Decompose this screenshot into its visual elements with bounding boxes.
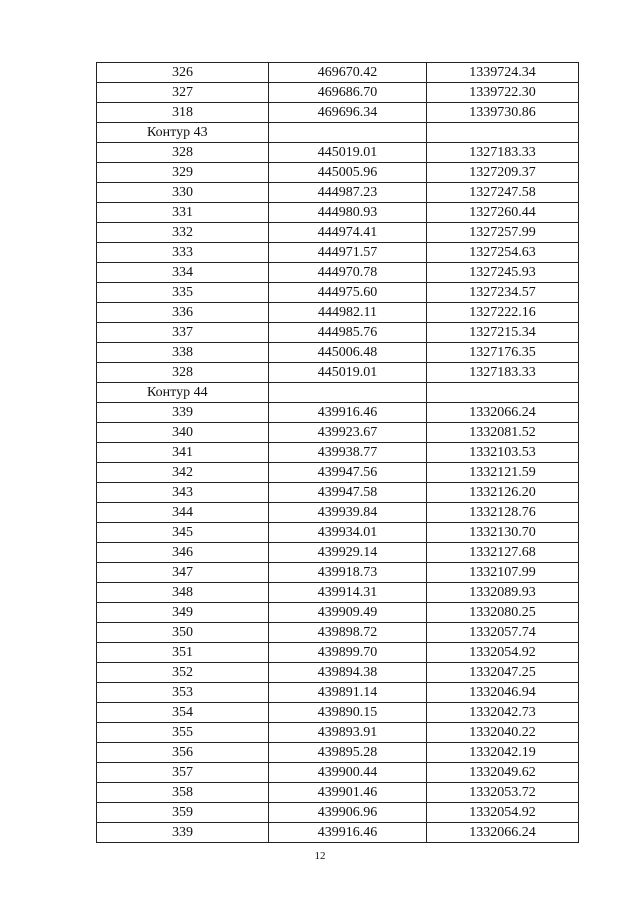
x-coordinate-cell: 444971.57 (269, 243, 427, 263)
point-number-cell: 343 (97, 483, 269, 503)
y-coordinate-cell: 1327254.63 (427, 243, 579, 263)
y-coordinate-cell: 1332047.25 (427, 663, 579, 683)
point-number-cell: 357 (97, 763, 269, 783)
y-coordinate-cell: 1332042.19 (427, 743, 579, 763)
table-row (97, 823, 579, 843)
y-coordinate-cell: 1332066.24 (427, 403, 579, 423)
table-row (97, 323, 579, 343)
y-coordinate-cell: 1327183.33 (427, 363, 579, 383)
y-coordinate-cell: 1332128.76 (427, 503, 579, 523)
table-row (97, 703, 579, 723)
table-row (97, 683, 579, 703)
point-number-cell: 332 (97, 223, 269, 243)
table-row (97, 643, 579, 663)
point-number-cell: 327 (97, 83, 269, 103)
table-row (97, 583, 579, 603)
point-number-cell: 328 (97, 363, 269, 383)
empty-cell (427, 383, 579, 403)
contour-label: Контур 44 (97, 383, 269, 403)
x-coordinate-cell: 439939.84 (269, 503, 427, 523)
table-row (97, 63, 579, 83)
x-coordinate-cell: 445019.01 (269, 143, 427, 163)
empty-cell (269, 123, 427, 143)
x-coordinate-cell: 439895.28 (269, 743, 427, 763)
x-coordinate-cell: 439898.72 (269, 623, 427, 643)
y-coordinate-cell: 1339730.86 (427, 103, 579, 123)
y-coordinate-cell: 1327247.58 (427, 183, 579, 203)
point-number-cell: 329 (97, 163, 269, 183)
x-coordinate-cell: 439893.91 (269, 723, 427, 743)
x-coordinate-cell: 439929.14 (269, 543, 427, 563)
x-coordinate-cell: 445006.48 (269, 343, 427, 363)
coordinates-table-body (97, 63, 579, 843)
table-row (97, 163, 579, 183)
point-number-cell: 338 (97, 343, 269, 363)
point-number-cell: 356 (97, 743, 269, 763)
y-coordinate-cell: 1332054.92 (427, 803, 579, 823)
point-number-cell: 353 (97, 683, 269, 703)
x-coordinate-cell: 444982.11 (269, 303, 427, 323)
x-coordinate-cell: 439947.58 (269, 483, 427, 503)
y-coordinate-cell: 1339722.30 (427, 83, 579, 103)
y-coordinate-cell: 1339724.34 (427, 63, 579, 83)
table-row (97, 563, 579, 583)
y-coordinate-cell: 1332080.25 (427, 603, 579, 623)
point-number-cell: 342 (97, 463, 269, 483)
y-coordinate-cell: 1332042.73 (427, 703, 579, 723)
page-number: 12 (314, 850, 326, 862)
y-coordinate-cell: 1327183.33 (427, 143, 579, 163)
point-number-cell: 354 (97, 703, 269, 723)
point-number-cell: 350 (97, 623, 269, 643)
y-coordinate-cell: 1332053.72 (427, 783, 579, 803)
x-coordinate-cell: 444980.93 (269, 203, 427, 223)
contour-header-row (97, 383, 579, 403)
x-coordinate-cell: 469670.42 (269, 63, 427, 83)
table-row (97, 663, 579, 683)
x-coordinate-cell: 469696.34 (269, 103, 427, 123)
y-coordinate-cell: 1332107.99 (427, 563, 579, 583)
table-row (97, 223, 579, 243)
contour-label: Контур 43 (97, 123, 269, 143)
table-row (97, 463, 579, 483)
y-coordinate-cell: 1332057.74 (427, 623, 579, 643)
point-number-cell: 328 (97, 143, 269, 163)
empty-cell (427, 123, 579, 143)
table-row (97, 263, 579, 283)
y-coordinate-cell: 1332121.59 (427, 463, 579, 483)
x-coordinate-cell: 439934.01 (269, 523, 427, 543)
point-number-cell: 330 (97, 183, 269, 203)
point-number-cell: 348 (97, 583, 269, 603)
table-row (97, 283, 579, 303)
y-coordinate-cell: 1327209.37 (427, 163, 579, 183)
x-coordinate-cell: 444970.78 (269, 263, 427, 283)
y-coordinate-cell: 1332089.93 (427, 583, 579, 603)
table-row (97, 83, 579, 103)
table-row (97, 543, 579, 563)
y-coordinate-cell: 1327222.16 (427, 303, 579, 323)
point-number-cell: 335 (97, 283, 269, 303)
point-number-cell: 346 (97, 543, 269, 563)
point-number-cell: 331 (97, 203, 269, 223)
x-coordinate-cell: 439901.46 (269, 783, 427, 803)
point-number-cell: 358 (97, 783, 269, 803)
y-coordinate-cell: 1332103.53 (427, 443, 579, 463)
point-number-cell: 339 (97, 403, 269, 423)
table-row (97, 503, 579, 523)
y-coordinate-cell: 1327245.93 (427, 263, 579, 283)
y-coordinate-cell: 1327260.44 (427, 203, 579, 223)
table-row (97, 423, 579, 443)
table-row (97, 203, 579, 223)
point-number-cell: 334 (97, 263, 269, 283)
point-number-cell: 349 (97, 603, 269, 623)
y-coordinate-cell: 1327257.99 (427, 223, 579, 243)
point-number-cell: 339 (97, 823, 269, 843)
x-coordinate-cell: 439923.67 (269, 423, 427, 443)
x-coordinate-cell: 444985.76 (269, 323, 427, 343)
x-coordinate-cell: 444974.41 (269, 223, 427, 243)
y-coordinate-cell: 1327234.57 (427, 283, 579, 303)
x-coordinate-cell: 439909.49 (269, 603, 427, 623)
y-coordinate-cell: 1327215.34 (427, 323, 579, 343)
x-coordinate-cell: 439938.77 (269, 443, 427, 463)
x-coordinate-cell: 445005.96 (269, 163, 427, 183)
point-number-cell: 355 (97, 723, 269, 743)
point-number-cell: 326 (97, 63, 269, 83)
x-coordinate-cell: 439900.44 (269, 763, 427, 783)
y-coordinate-cell: 1332040.22 (427, 723, 579, 743)
point-number-cell: 341 (97, 443, 269, 463)
y-coordinate-cell: 1332046.94 (427, 683, 579, 703)
table-row (97, 243, 579, 263)
table-row (97, 603, 579, 623)
table-row (97, 623, 579, 643)
point-number-cell: 351 (97, 643, 269, 663)
table-row (97, 803, 579, 823)
table-row (97, 723, 579, 743)
contour-header-row (97, 123, 579, 143)
point-number-cell: 337 (97, 323, 269, 343)
point-number-cell: 333 (97, 243, 269, 263)
x-coordinate-cell: 439918.73 (269, 563, 427, 583)
point-number-cell: 344 (97, 503, 269, 523)
x-coordinate-cell: 439890.15 (269, 703, 427, 723)
y-coordinate-cell: 1332049.62 (427, 763, 579, 783)
x-coordinate-cell: 445019.01 (269, 363, 427, 383)
x-coordinate-cell: 439906.96 (269, 803, 427, 823)
x-coordinate-cell: 439947.56 (269, 463, 427, 483)
point-number-cell: 318 (97, 103, 269, 123)
point-number-cell: 359 (97, 803, 269, 823)
table-row (97, 743, 579, 763)
point-number-cell: 336 (97, 303, 269, 323)
table-row (97, 103, 579, 123)
y-coordinate-cell: 1332054.92 (427, 643, 579, 663)
x-coordinate-cell: 444987.23 (269, 183, 427, 203)
point-number-cell: 345 (97, 523, 269, 543)
table-row (97, 363, 579, 383)
table-row (97, 303, 579, 323)
x-coordinate-cell: 439916.46 (269, 403, 427, 423)
table-row (97, 343, 579, 363)
table-row (97, 763, 579, 783)
point-number-cell: 340 (97, 423, 269, 443)
table-row (97, 783, 579, 803)
x-coordinate-cell: 439914.31 (269, 583, 427, 603)
table-row (97, 523, 579, 543)
x-coordinate-cell: 469686.70 (269, 83, 427, 103)
point-number-cell: 347 (97, 563, 269, 583)
table-row (97, 443, 579, 463)
table-row (97, 403, 579, 423)
x-coordinate-cell: 439891.14 (269, 683, 427, 703)
y-coordinate-cell: 1332130.70 (427, 523, 579, 543)
table-row (97, 143, 579, 163)
y-coordinate-cell: 1332127.68 (427, 543, 579, 563)
x-coordinate-cell: 439916.46 (269, 823, 427, 843)
point-number-cell: 352 (97, 663, 269, 683)
y-coordinate-cell: 1332066.24 (427, 823, 579, 843)
y-coordinate-cell: 1332081.52 (427, 423, 579, 443)
x-coordinate-cell: 444975.60 (269, 283, 427, 303)
empty-cell (269, 383, 427, 403)
y-coordinate-cell: 1327176.35 (427, 343, 579, 363)
y-coordinate-cell: 1332126.20 (427, 483, 579, 503)
table-row (97, 483, 579, 503)
x-coordinate-cell: 439894.38 (269, 663, 427, 683)
x-coordinate-cell: 439899.70 (269, 643, 427, 663)
coordinates-table (96, 62, 579, 843)
table-row (97, 183, 579, 203)
